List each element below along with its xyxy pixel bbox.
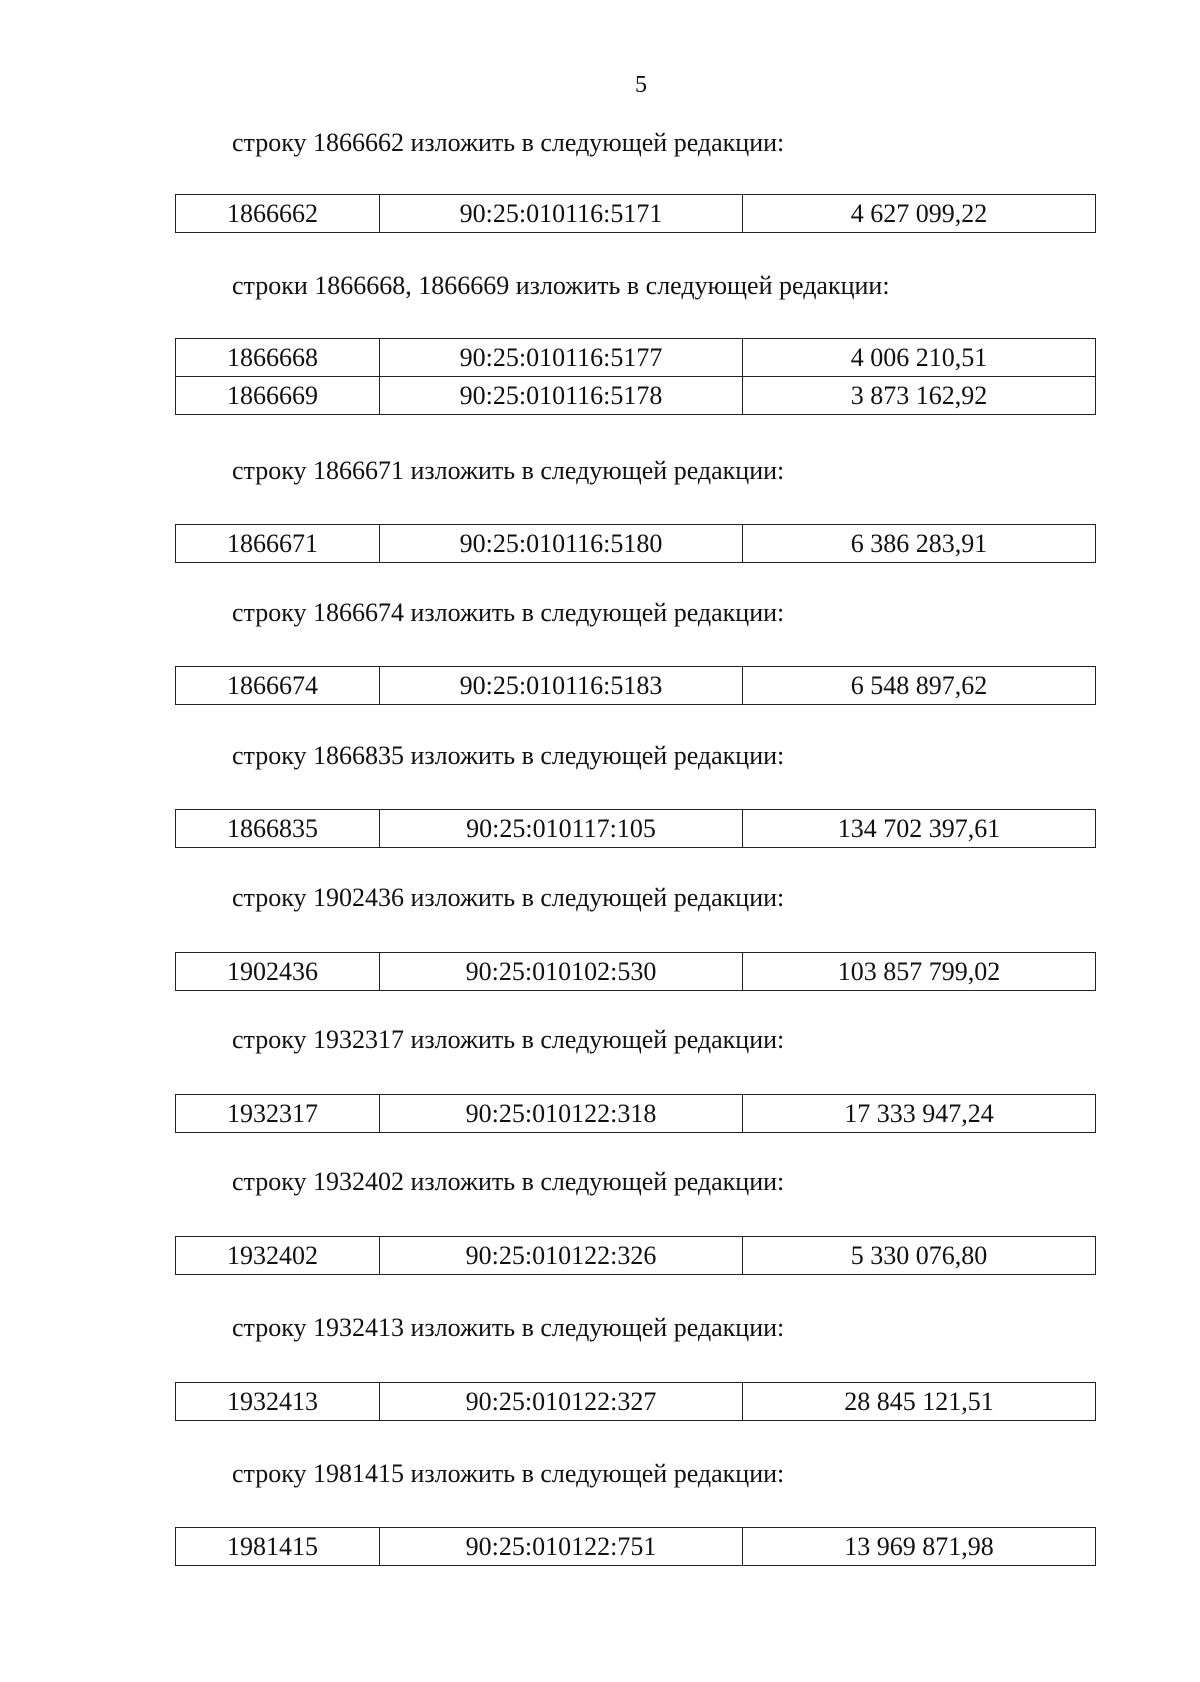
value-cell: 103 857 799,02 — [743, 953, 1096, 991]
cadastral-number-cell: 90:25:010116:5180 — [380, 525, 743, 563]
value-cell: 17 333 947,24 — [743, 1095, 1096, 1133]
table-row — [176, 1528, 1096, 1566]
record-table — [175, 666, 1096, 705]
record-table — [175, 194, 1096, 233]
instruction-text: строку 1902436 изложить в следующей редакции: — [232, 883, 785, 912]
table-row — [176, 810, 1096, 848]
value-cell: 28 845 121,51 — [743, 1383, 1096, 1421]
row-id-cell: 1902436 — [176, 953, 380, 991]
cadastral-number-cell: 90:25:010117:105 — [380, 810, 743, 848]
instruction-text: строку 1981415 изложить в следующей редакции: — [232, 1459, 785, 1488]
table-row — [176, 953, 1096, 991]
instruction-text: строку 1866674 изложить в следующей редакции: — [232, 598, 785, 627]
record-table — [175, 524, 1096, 563]
cadastral-number-cell: 90:25:010122:318 — [380, 1095, 743, 1133]
instruction-text: строку 1866671 изложить в следующей редакции: — [232, 456, 785, 485]
cadastral-number-cell: 90:25:010122:327 — [380, 1383, 743, 1421]
value-cell: 6 548 897,62 — [743, 667, 1096, 705]
value-cell: 4 627 099,22 — [743, 195, 1096, 233]
cadastral-number-cell: 90:25:010116:5171 — [380, 195, 743, 233]
table-row — [176, 1383, 1096, 1421]
cadastral-number-cell: 90:25:010122:751 — [380, 1528, 743, 1566]
table-row — [176, 377, 1096, 415]
table-row — [176, 195, 1096, 233]
table-row — [176, 525, 1096, 563]
row-id-cell: 1866835 — [176, 810, 380, 848]
value-cell: 13 969 871,98 — [743, 1528, 1096, 1566]
cadastral-number-cell: 90:25:010102:530 — [380, 953, 743, 991]
table-row — [176, 667, 1096, 705]
row-id-cell: 1932413 — [176, 1383, 380, 1421]
value-cell: 5 330 076,80 — [743, 1237, 1096, 1275]
row-id-cell: 1866662 — [176, 195, 380, 233]
row-id-cell: 1866674 — [176, 667, 380, 705]
row-id-cell: 1866668 — [176, 339, 380, 377]
row-id-cell: 1932317 — [176, 1095, 380, 1133]
record-table — [175, 338, 1096, 415]
instruction-text: строку 1932402 изложить в следующей редакции: — [232, 1167, 785, 1196]
cadastral-number-cell: 90:25:010116:5178 — [380, 377, 743, 415]
value-cell: 4 006 210,51 — [743, 339, 1096, 377]
table-row — [176, 1095, 1096, 1133]
row-id-cell: 1866669 — [176, 377, 380, 415]
record-table — [175, 1094, 1096, 1133]
record-table — [175, 809, 1096, 848]
value-cell: 3 873 162,92 — [743, 377, 1096, 415]
record-table — [175, 1527, 1096, 1566]
instruction-text: строку 1866662 изложить в следующей редакции: — [232, 128, 785, 157]
instruction-text: строку 1932317 изложить в следующей редакции: — [232, 1025, 785, 1054]
table-row — [176, 1237, 1096, 1275]
page-number: 5 — [635, 72, 647, 98]
table-row — [176, 339, 1096, 377]
row-id-cell: 1981415 — [176, 1528, 380, 1566]
cadastral-number-cell: 90:25:010116:5183 — [380, 667, 743, 705]
instruction-text: строки 1866668, 1866669 изложить в следующей редакции: — [232, 271, 890, 300]
row-id-cell: 1932402 — [176, 1237, 380, 1275]
record-table — [175, 952, 1096, 991]
cadastral-number-cell: 90:25:010116:5177 — [380, 339, 743, 377]
value-cell: 6 386 283,91 — [743, 525, 1096, 563]
cadastral-number-cell: 90:25:010122:326 — [380, 1237, 743, 1275]
record-table — [175, 1382, 1096, 1421]
instruction-text: строку 1866835 изложить в следующей редакции: — [232, 741, 785, 770]
record-table — [175, 1236, 1096, 1275]
instruction-text: строку 1932413 изложить в следующей редакции: — [232, 1313, 785, 1342]
value-cell: 134 702 397,61 — [743, 810, 1096, 848]
row-id-cell: 1866671 — [176, 525, 380, 563]
